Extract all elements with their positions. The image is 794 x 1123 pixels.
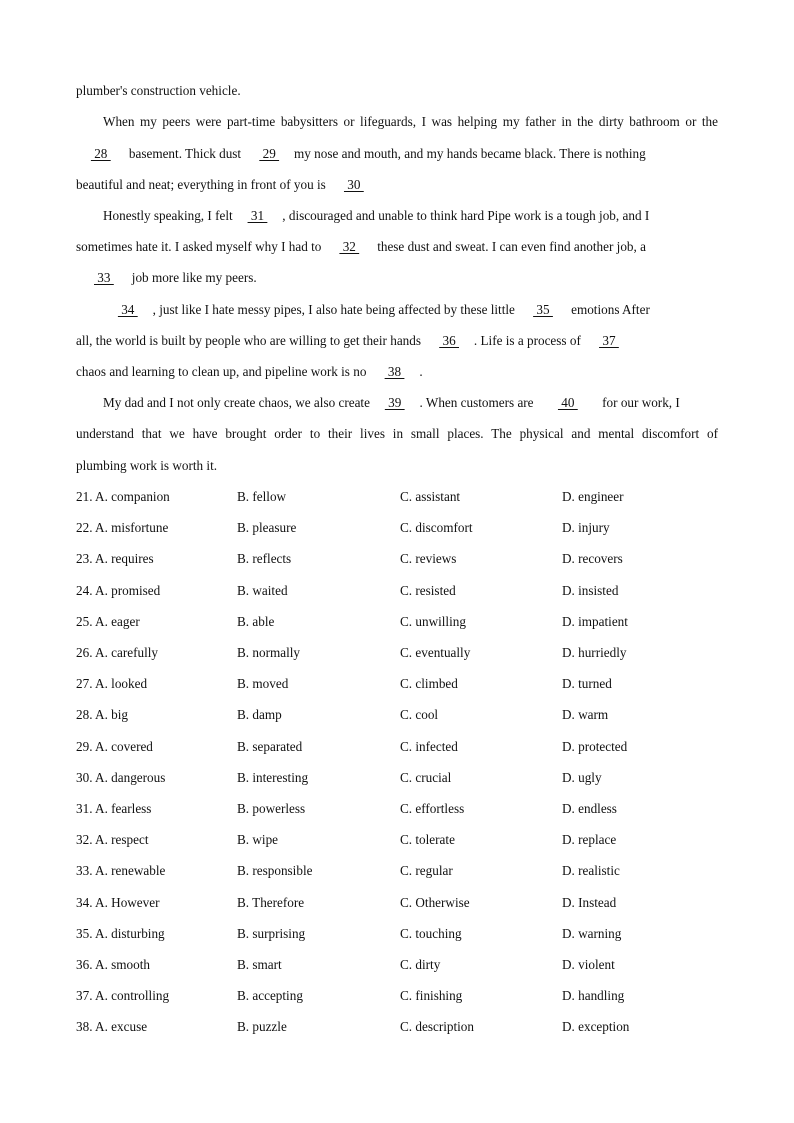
- option-a: 27. A. looked: [76, 676, 148, 691]
- passage-text: . Life is a process of: [473, 333, 585, 348]
- option-d: D. impatient: [562, 614, 628, 629]
- passage-line: [76, 237, 718, 257]
- option-row: [76, 612, 696, 632]
- option-a: 31. A. fearless: [76, 801, 152, 816]
- option-row: [76, 705, 696, 725]
- option-b: B. waited: [237, 583, 288, 598]
- passage-text: sometimes hate it. I asked myself why I had to: [76, 239, 322, 254]
- passage-text: . When customers are: [419, 395, 537, 410]
- passage-line: [76, 456, 718, 476]
- option-a: 22. A. misfortune: [76, 520, 169, 535]
- option-d: D. Instead: [562, 895, 617, 910]
- blank-28: 28: [90, 146, 111, 161]
- passage-text: for our work, I: [598, 395, 680, 410]
- passage-text: .: [419, 364, 423, 379]
- option-d: D. protected: [562, 739, 628, 754]
- option-d: D. ugly: [562, 770, 602, 785]
- option-c: C. reviews: [400, 551, 457, 566]
- option-d: D. injury: [562, 520, 610, 535]
- option-c: C. eventually: [400, 645, 471, 660]
- option-a: 28. A. big: [76, 707, 129, 722]
- option-b: B. puzzle: [237, 1019, 287, 1034]
- option-row: [76, 799, 696, 819]
- passage-line: [76, 144, 718, 164]
- passage-line: [76, 175, 718, 195]
- option-c: C. effortless: [400, 801, 465, 816]
- option-row: [76, 487, 696, 507]
- blank-33: 33: [94, 270, 114, 285]
- passage-text: plumbing work is worth it.: [76, 458, 218, 473]
- blank-34: 34: [117, 302, 138, 317]
- option-c: C. dirty: [400, 957, 441, 972]
- blank-39: 39: [384, 395, 405, 410]
- option-b: B. reflects: [237, 551, 292, 566]
- option-a: 23. A. requires: [76, 551, 154, 566]
- blank-40: 40: [557, 395, 578, 410]
- passage-line: [76, 331, 718, 351]
- option-d: D. hurriedly: [562, 645, 627, 660]
- passage-line: [76, 424, 718, 444]
- option-b: B. wipe: [237, 832, 279, 847]
- option-a: 24. A. promised: [76, 583, 161, 598]
- option-b: B. normally: [237, 645, 301, 660]
- option-row: [76, 893, 696, 913]
- option-d: D. violent: [562, 957, 615, 972]
- option-row: [76, 924, 696, 944]
- option-c: C. touching: [400, 926, 462, 941]
- passage-line: [76, 362, 718, 382]
- passage-text: emotions After: [567, 302, 650, 317]
- passage-line: [103, 206, 718, 226]
- option-b: B. powerless: [237, 801, 306, 816]
- option-b: B. interesting: [237, 770, 309, 785]
- option-c: C. climbed: [400, 676, 458, 691]
- blank-35: 35: [533, 302, 553, 317]
- option-b: B. pleasure: [237, 520, 297, 535]
- blank-30: 30: [343, 177, 364, 192]
- passage-line: [103, 112, 718, 132]
- passage-text: beautiful and neat; everything in front of you is: [76, 177, 330, 192]
- option-d: D. engineer: [562, 489, 624, 504]
- option-row: [76, 581, 696, 601]
- passage-text: understand that we have brought order to their lives in small places. The physical and mental discomfort of: [76, 426, 718, 441]
- option-row: [76, 518, 696, 538]
- passage-text: all, the world is built by people who are willing to get their hands: [76, 333, 425, 348]
- option-d: D. insisted: [562, 583, 619, 598]
- option-c: C. finishing: [400, 988, 463, 1003]
- passage-line: [103, 300, 718, 320]
- option-a: 25. A. eager: [76, 614, 140, 629]
- option-a: 21. A. companion: [76, 489, 170, 504]
- passage-text: When my peers were part-time babysitters or lifeguards, I was helping my father in the dirty bathroom or the: [103, 114, 718, 129]
- option-row: [76, 830, 696, 850]
- passage-text: , just like I hate messy pipes, I also hate being affected by these little: [152, 302, 519, 317]
- option-a: 29. A. covered: [76, 739, 153, 754]
- option-a: 34. A. However: [76, 895, 160, 910]
- passage-line: [76, 81, 718, 101]
- passage-text: job more like my peers.: [131, 270, 257, 285]
- option-b: B. smart: [237, 957, 282, 972]
- blank-38: 38: [384, 364, 405, 379]
- blank-31: 31: [247, 208, 268, 223]
- option-row: [76, 955, 696, 975]
- option-d: D. recovers: [562, 551, 623, 566]
- passage-text: My dad and I not only create chaos, we also create: [103, 395, 370, 410]
- blank-37: 37: [599, 333, 619, 348]
- option-row: [76, 737, 696, 757]
- option-c: C. assistant: [400, 489, 461, 504]
- option-d: D. replace: [562, 832, 617, 847]
- passage-text: chaos and learning to clean up, and pipeline work is no: [76, 364, 370, 379]
- option-a: 38. A. excuse: [76, 1019, 148, 1034]
- option-d: D. handling: [562, 988, 625, 1003]
- option-a: 33. A. renewable: [76, 863, 166, 878]
- passage-line: [76, 268, 718, 288]
- blank-36: 36: [439, 333, 459, 348]
- option-row: [76, 1017, 696, 1037]
- passage-text: plumber's construction vehicle.: [76, 83, 241, 98]
- option-row: [76, 768, 696, 788]
- option-b: B. surprising: [237, 926, 306, 941]
- option-c: C. Otherwise: [400, 895, 470, 910]
- option-c: C. crucial: [400, 770, 452, 785]
- option-d: D. exception: [562, 1019, 630, 1034]
- option-row: [76, 861, 696, 881]
- option-b: B. separated: [237, 739, 303, 754]
- option-d: D. realistic: [562, 863, 620, 878]
- passage-text: , discouraged and unable to think hard Pipe work is a tough job, and I: [282, 208, 650, 223]
- option-a: 30. A. dangerous: [76, 770, 166, 785]
- option-c: C. discomfort: [400, 520, 473, 535]
- passage-text: Honestly speaking, I felt: [103, 208, 233, 223]
- option-b: B. damp: [237, 707, 282, 722]
- option-b: B. accepting: [237, 988, 303, 1003]
- blank-29: 29: [259, 146, 280, 161]
- option-row: [76, 643, 696, 663]
- option-c: C. description: [400, 1019, 474, 1034]
- passage-text: basement. Thick dust: [125, 146, 245, 161]
- option-d: D. endless: [562, 801, 617, 816]
- option-c: C. resisted: [400, 583, 456, 598]
- option-a: 32. A. respect: [76, 832, 149, 847]
- option-d: D. turned: [562, 676, 612, 691]
- option-c: C. unwilling: [400, 614, 466, 629]
- option-c: C. tolerate: [400, 832, 455, 847]
- option-a: 36. A. smooth: [76, 957, 151, 972]
- option-c: C. cool: [400, 707, 439, 722]
- option-a: 35. A. disturbing: [76, 926, 165, 941]
- option-a: 26. A. carefully: [76, 645, 159, 660]
- option-row: [76, 674, 696, 694]
- blank-32: 32: [339, 239, 360, 254]
- passage-text: these dust and sweat. I can even find another job, a: [377, 239, 646, 254]
- option-row: [76, 986, 696, 1006]
- passage-text: my nose and mouth, and my hands became black. There is nothing: [293, 146, 646, 161]
- option-d: D. warm: [562, 707, 609, 722]
- option-c: C. regular: [400, 863, 453, 878]
- option-c: C. infected: [400, 739, 458, 754]
- option-b: B. moved: [237, 676, 289, 691]
- option-d: D. warning: [562, 926, 622, 941]
- option-b: B. Therefore: [237, 895, 305, 910]
- option-row: [76, 549, 696, 569]
- option-b: B. responsible: [237, 863, 313, 878]
- passage-line: [103, 393, 718, 413]
- option-a: 37. A. controlling: [76, 988, 170, 1003]
- option-b: B. fellow: [237, 489, 287, 504]
- option-b: B. able: [237, 614, 275, 629]
